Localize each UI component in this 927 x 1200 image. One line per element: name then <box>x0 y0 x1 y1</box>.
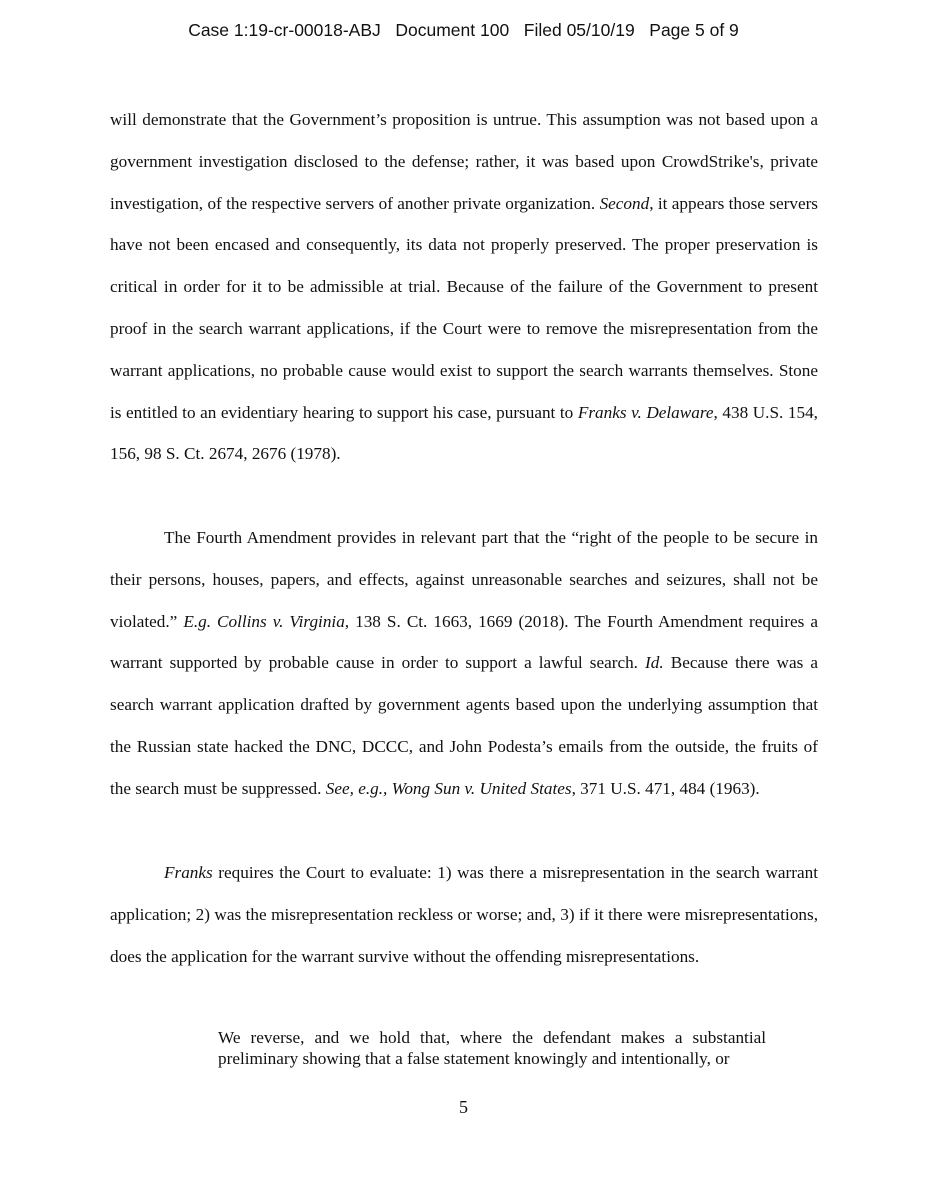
block-quote: We reverse, and we hold that, where the defendant makes a substantial preliminary showing that a false statement knowingly and intentionally, or <box>218 1028 766 1068</box>
paragraph-1-italic-second: Second <box>599 193 650 213</box>
citation-collins-v-virginia: E.g. Collins v. Virginia <box>183 611 345 631</box>
paragraph-2-text-c: Because there was a search warrant application drafted by government agents based upon the underlying assumption that the Russian state hacked the DNC, DCCC, and John Podesta’s emails from the outside, the fruits of the search must be suppressed. <box>110 653 818 798</box>
paragraph-2 <box>110 517 818 810</box>
paragraph-1-text-a: will demonstrate that the Government’s proposition is untrue. This assumption was not based upon a government investigation disclosed to the defense; rather, it was based upon CrowdStrike's, private investigation, of the respective servers of another private organization. <box>110 110 818 213</box>
paragraph-1-text-b: , it appears those servers have not been encased and consequently, its data not properly preserved. The proper preservation is critical in order for it to be admissible at trial. Because of the failure of the Government to present proof in the search warrant applications, if the Court were to remove the misrepresentation from the warrant applications, no probable cause would exist to support the search warrants themselves. Stone is entitled to an evidentiary hearing to support his case, pursuant to <box>110 193 818 422</box>
citation-id: Id. <box>645 653 664 673</box>
citation-wong-sun: See, e.g., Wong Sun v. United States <box>325 778 572 798</box>
page-number: 5 <box>459 1097 468 1117</box>
paragraph-3-text: requires the Court to evaluate: 1) was there a misrepresentation in the search warrant application; 2) was the misrepresentation reckless or worse; and, 3) if it there were misrepresentations, does the application for the warrant survive without the offending misrepresentations. <box>110 863 818 966</box>
paragraph-2-text-a: The Fourth Amendment provides in relevant part that the “right of the people to be secure in their persons, houses, papers, and effects, against unreasonable searches and seizures, shall not be violated.” <box>110 528 818 631</box>
paragraph-3 <box>110 852 818 977</box>
paragraph-1 <box>110 99 818 475</box>
citation-franks: Franks <box>164 863 213 882</box>
citation-franks-v-delaware: Franks v. Delaware <box>577 402 714 422</box>
paragraph-2-text-b: , 138 S. Ct. 1663, 1669 (2018). The Fourth Amendment requires a warrant supported by probable cause in order to support a lawful search. <box>110 611 818 673</box>
paragraph-1-text-c: , 438 U.S. 154, 156, 98 S. Ct. 2674, 2676 (1978). <box>110 402 818 464</box>
paragraph-2-text-d: , 371 U.S. 471, 484 (1963). <box>571 778 760 798</box>
case-header: Case 1:19-cr-00018-ABJ Document 100 Filed 05/10/19 Page 5 of 9 <box>188 20 739 40</box>
